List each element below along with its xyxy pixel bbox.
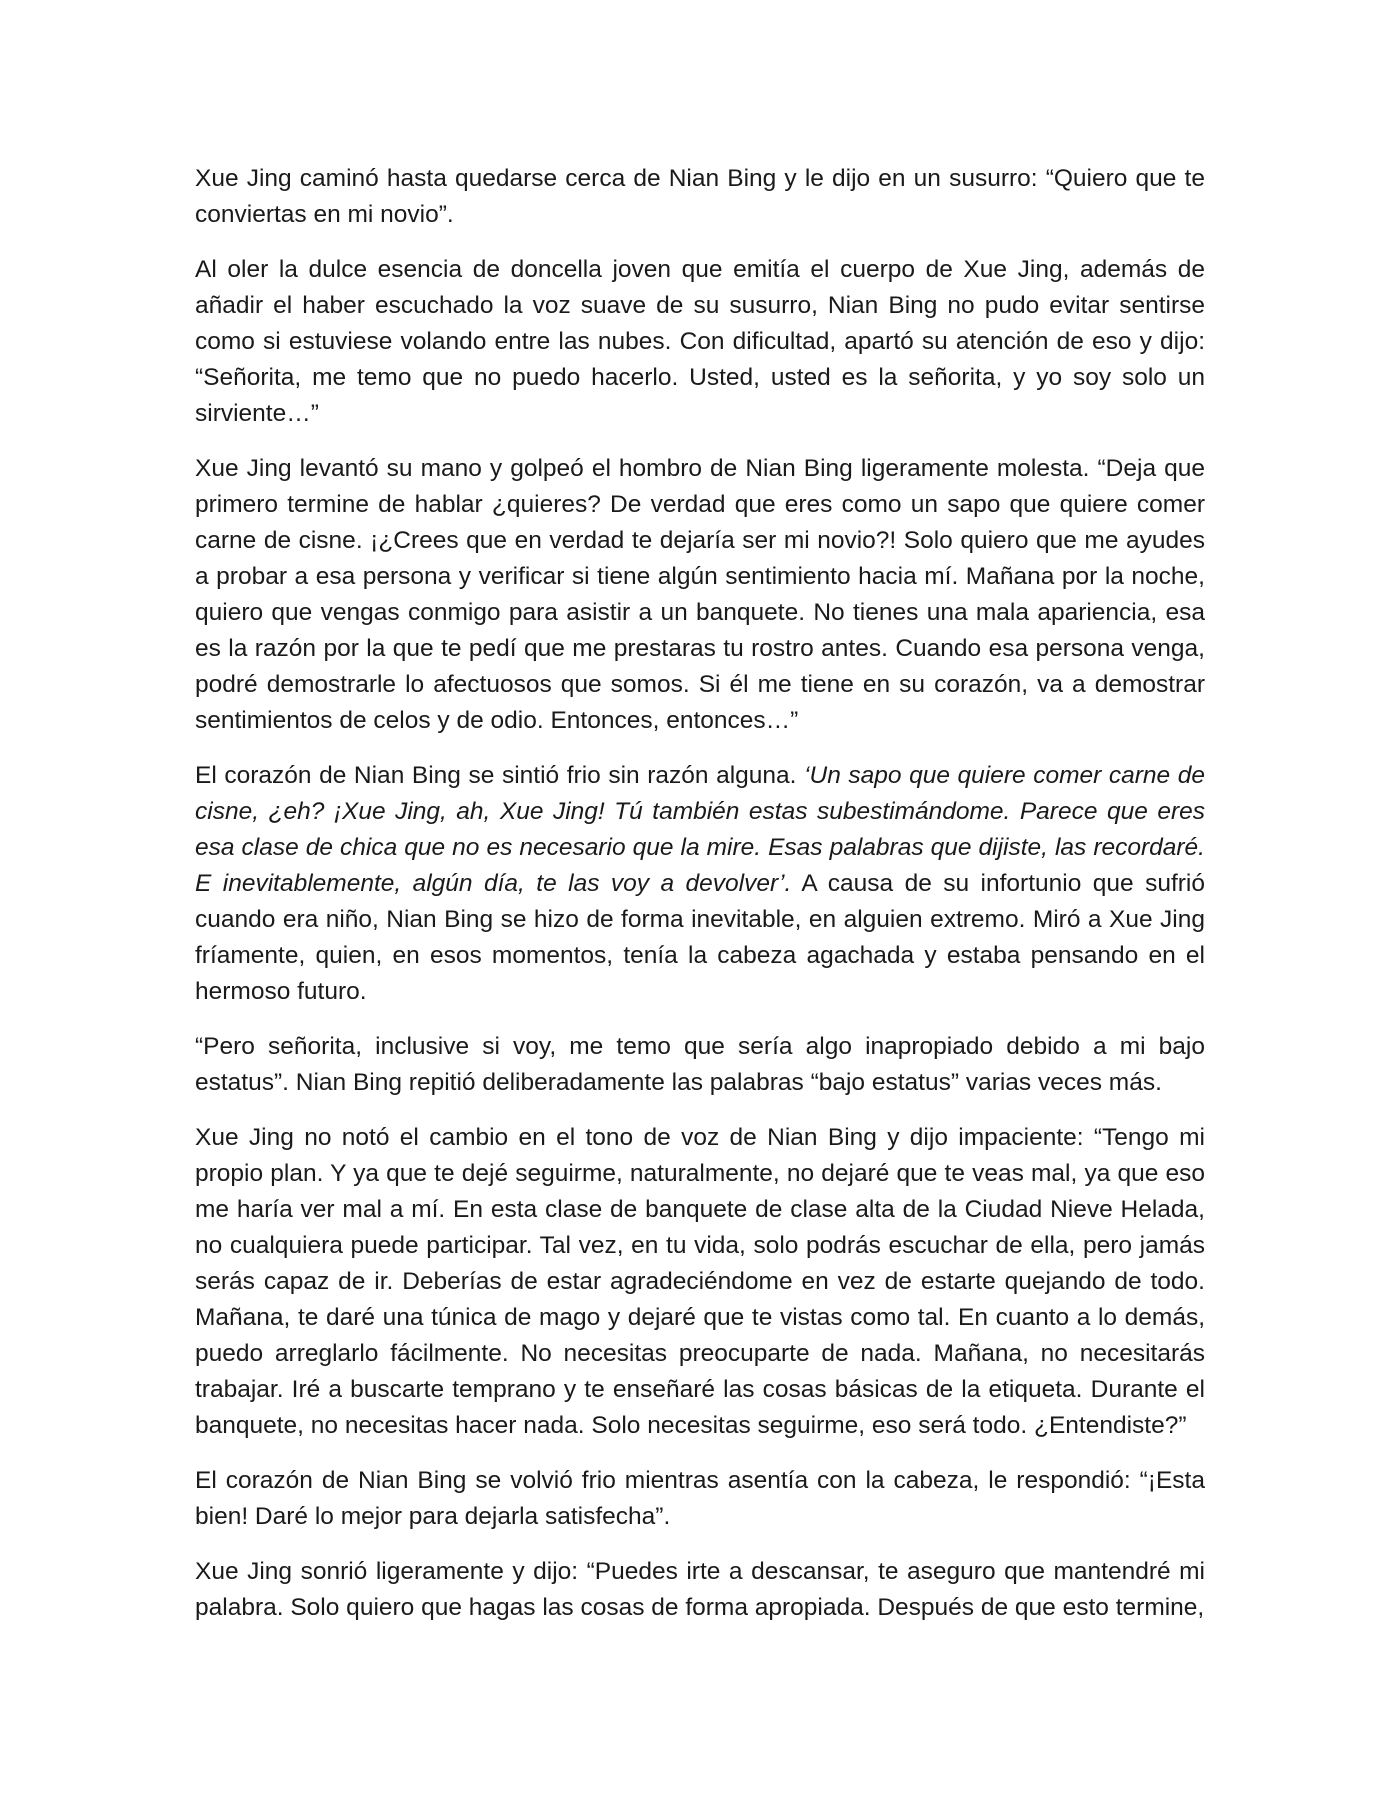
paragraph-3-text: Xue Jing levantó su mano y golpeó el hombro de Nian Bing ligeramente molesta. “Deja que primero termine de hablar ¿quieres? De verdad que eres como un sapo que quiere comer carne de cisne. ¡¿Crees que en verdad te dejaría ser mi novio?! Solo quiero que me ayudes a probar a esa persona y verificar si tiene algún sentimiento hacia mí. Mañana por la noche, quiero que vengas conmigo para asistir a un banquete. No tienes una mala apariencia, esa es la razón por la que te pedí que me prestaras tu rostro antes. Cuando esa persona venga, podré demostrarle lo afectuosos que somos. Si él me tiene en su corazón, va a demostrar sentimientos de celos y de odio. Entonces, entonces…” (195, 455, 1205, 734)
paragraph-5-text: “Pero señorita, inclusive si voy, me temo que sería algo inapropiado debido a mi bajo estatus”. Nian Bing repitió deliberadamente las palabras “bajo estatus” varias veces más. (195, 1033, 1205, 1096)
paragraph-2 (195, 252, 1205, 432)
paragraph-6 (195, 1120, 1205, 1444)
paragraph-5 (195, 1029, 1205, 1101)
paragraph-4-inner-thought: ‘Un sapo que quiere comer carne de cisne, ¿eh? ¡Xue Jing, ah, Xue Jing! Tú también estas subestimándome. Parece que eres esa clase de chica que no es necesario que la mire. Esas palabras que dijiste, las recordaré. E inevitablemente, algún día, te las voy a devolver’. (195, 762, 1205, 897)
paragraph-8-text: Xue Jing sonrió ligeramente y dijo: “Puedes irte a descansar, te aseguro que mantendré mi palabra. Solo quiero que hagas las cosas de forma apropiada. Después de que esto termine, (195, 1558, 1205, 1621)
paragraph-8 (195, 1554, 1205, 1626)
paragraph-3 (195, 451, 1205, 739)
document-body (195, 161, 1205, 1645)
paragraph-4-text-intro: El corazón de Nian Bing se sintió frio sin razón alguna. (195, 762, 805, 789)
paragraph-7-text: El corazón de Nian Bing se volvió frio mientras asentía con la cabeza, le respondió: “¡Esta bien! Daré lo mejor para dejarla satisfecha”. (195, 1467, 1205, 1530)
paragraph-4 (195, 758, 1205, 1010)
paragraph-1-text: Xue Jing caminó hasta quedarse cerca de Nian Bing y le dijo en un susurro: “Quiero que te conviertas en mi novio”. (195, 165, 1205, 228)
paragraph-6-text: Xue Jing no notó el cambio en el tono de voz de Nian Bing y dijo impaciente: “Tengo mi propio plan. Y ya que te dejé seguirme, naturalmente, no dejaré que te veas mal, ya que eso me haría ver mal a mí. En esta clase de banquete de clase alta de la Ciudad Nieve Helada, no cualquiera puede participar. Tal vez, en tu vida, solo podrás escuchar de ella, pero jamás serás capaz de ir. Deberías de estar agradeciéndome en vez de estarte quejando de todo. Mañana, te daré una túnica de mago y dejaré que te vistas como tal. En cuanto a lo demás, puedo arreglarlo fácilmente. No necesitas preocuparte de nada. Mañana, no necesitarás trabajar. Iré a buscarte temprano y te enseñaré las cosas básicas de la etiqueta. Durante el banquete, no necesitas hacer nada. Solo necesitas seguirme, eso será todo. ¿Entendiste?” (195, 1124, 1205, 1439)
paragraph-2-text: Al oler la dulce esencia de doncella joven que emitía el cuerpo de Xue Jing, además de añadir el haber escuchado la voz suave de su susurro, Nian Bing no pudo evitar sentirse como si estuviese volando entre las nubes. Con dificultad, apartó su atención de eso y dijo: “Señorita, me temo que no puedo hacerlo. Usted, usted es la señorita, y yo soy solo un sirviente…” (195, 256, 1205, 427)
paragraph-1 (195, 161, 1205, 233)
paragraph-7 (195, 1463, 1205, 1535)
paragraph-4-text-rest: A causa de su infortunio que sufrió cuando era niño, Nian Bing se hizo de forma inevitable, en alguien extremo. Miró a Xue Jing fríamente, quien, en esos momentos, tenía la cabeza agachada y estaba pensando en el hermoso futuro. (195, 870, 1205, 1005)
